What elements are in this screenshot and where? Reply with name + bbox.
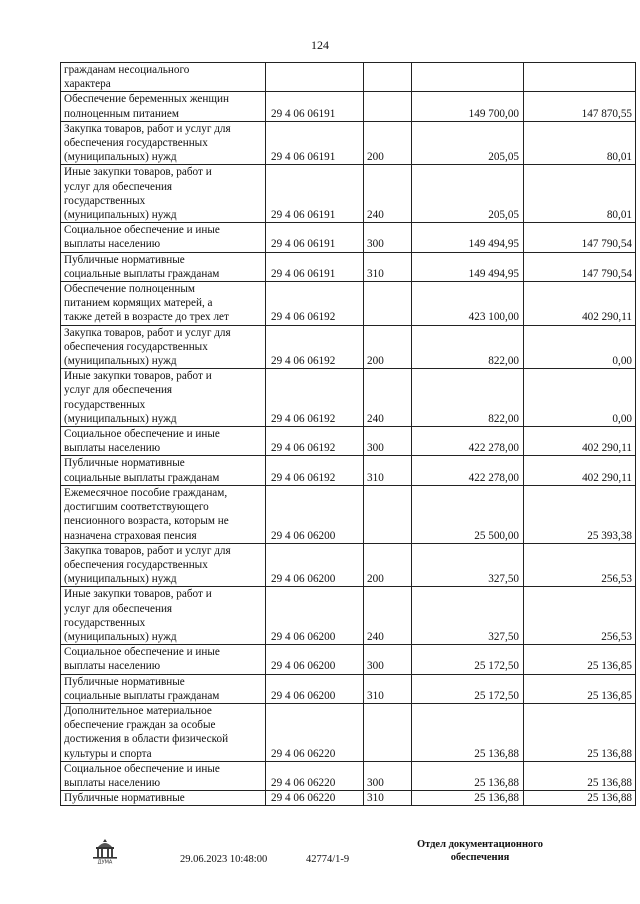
table-row bbox=[61, 703, 636, 761]
cell-expense-name bbox=[61, 791, 266, 806]
expense-name-line: государственных bbox=[64, 194, 146, 207]
expense-name-line: Ежемесячное пособие гражданам, bbox=[64, 486, 228, 499]
footer-department bbox=[400, 838, 560, 864]
cell-executed-amount: 402 290,11 bbox=[524, 282, 636, 326]
cell-expense-name bbox=[61, 121, 266, 165]
cell-target-code: 29 4 06 06200 bbox=[266, 674, 364, 703]
cell-expense-name bbox=[61, 92, 266, 121]
table-row bbox=[61, 252, 636, 281]
cell-planned-amount: 25 136,88 bbox=[412, 761, 524, 790]
cell-planned-amount: 422 278,00 bbox=[412, 427, 524, 456]
expense-name-line: услуг для обеспечения bbox=[64, 602, 173, 615]
expense-name-line: характера bbox=[64, 78, 111, 91]
cell-planned-amount: 149 494,95 bbox=[412, 252, 524, 281]
cell-expense-type: 240 bbox=[364, 165, 412, 223]
table-row bbox=[61, 791, 636, 806]
expense-name-line: Публичные нормативные bbox=[64, 792, 185, 805]
expense-name-line: Публичные нормативные bbox=[64, 457, 185, 470]
expense-name-line: государственных bbox=[64, 616, 146, 629]
cell-expense-name bbox=[61, 369, 266, 427]
cell-expense-type bbox=[364, 703, 412, 761]
table-row bbox=[61, 427, 636, 456]
table-row bbox=[61, 223, 636, 252]
duma-seal-icon bbox=[90, 838, 120, 864]
cell-expense-type bbox=[364, 282, 412, 326]
cell-executed-amount: 25 393,38 bbox=[524, 485, 636, 543]
expense-name-line: питанием кормящих матерей, а bbox=[64, 297, 213, 310]
table-row bbox=[61, 485, 636, 543]
cell-target-code: 29 4 06 06192 bbox=[266, 427, 364, 456]
cell-expense-name bbox=[61, 761, 266, 790]
cell-expense-name bbox=[61, 223, 266, 252]
cell-planned-amount: 25 136,88 bbox=[412, 791, 524, 806]
cell-executed-amount: 0,00 bbox=[524, 369, 636, 427]
cell-expense-name bbox=[61, 543, 266, 587]
cell-executed-amount: 402 290,11 bbox=[524, 427, 636, 456]
cell-expense-type: 310 bbox=[364, 252, 412, 281]
cell-planned-amount: 25 172,50 bbox=[412, 674, 524, 703]
expense-name-line: Публичные нормативные bbox=[64, 675, 185, 688]
svg-text:ДУМА: ДУМА bbox=[97, 859, 113, 864]
expense-name-line: (муниципальных) нужд bbox=[64, 412, 177, 425]
expense-name-line: достигшим соответствующего bbox=[64, 501, 209, 514]
footer-document-number: 42774/1-9 bbox=[306, 854, 350, 865]
expense-name-line: (муниципальных) нужд bbox=[64, 355, 177, 368]
expense-name-line: услуг для обеспечения bbox=[64, 180, 173, 193]
cell-expense-type: 200 bbox=[364, 325, 412, 369]
cell-executed-amount: 80,01 bbox=[524, 165, 636, 223]
expense-name-line: обеспечение граждан за особые bbox=[64, 719, 216, 732]
cell-executed-amount: 147 790,54 bbox=[524, 223, 636, 252]
table-row bbox=[61, 165, 636, 223]
table-row bbox=[61, 92, 636, 121]
cell-expense-name bbox=[61, 485, 266, 543]
cell-target-code: 29 4 06 06191 bbox=[266, 223, 364, 252]
footer-department-line-1: Отдел документационного bbox=[416, 839, 544, 850]
cell-target-code: 29 4 06 06220 bbox=[266, 703, 364, 761]
cell-expense-type: 240 bbox=[364, 587, 412, 645]
cell-planned-amount: 205,05 bbox=[412, 165, 524, 223]
cell-expense-type: 200 bbox=[364, 543, 412, 587]
cell-expense-type: 310 bbox=[364, 674, 412, 703]
cell-executed-amount: 256,53 bbox=[524, 587, 636, 645]
expense-name-line: Социальное обеспечение и иные bbox=[64, 646, 220, 659]
cell-expense-name bbox=[61, 645, 266, 674]
page-number: 124 bbox=[311, 38, 329, 52]
cell-planned-amount: 422 278,00 bbox=[412, 456, 524, 485]
cell-executed-amount bbox=[524, 63, 636, 92]
expense-name-line: обеспечения государственных bbox=[64, 340, 208, 353]
cell-target-code: 29 4 06 06220 bbox=[266, 791, 364, 806]
cell-executed-amount: 147 870,55 bbox=[524, 92, 636, 121]
cell-expense-name bbox=[61, 63, 266, 92]
cell-target-code: 29 4 06 06191 bbox=[266, 92, 364, 121]
cell-executed-amount: 25 136,88 bbox=[524, 761, 636, 790]
expense-name-line: (муниципальных) нужд bbox=[64, 630, 177, 643]
table-row bbox=[61, 282, 636, 326]
expense-name-line: выплаты населению bbox=[64, 776, 161, 789]
expense-name-line: государственных bbox=[64, 398, 146, 411]
table-row bbox=[61, 369, 636, 427]
expense-name-line: услуг для обеспечения bbox=[64, 384, 173, 397]
expense-name-line: обеспечения государственных bbox=[64, 137, 208, 150]
cell-executed-amount: 25 136,88 bbox=[524, 703, 636, 761]
expense-name-line: Закупка товаров, работ и услуг для bbox=[64, 122, 231, 135]
cell-target-code: 29 4 06 06191 bbox=[266, 165, 364, 223]
cell-planned-amount: 327,50 bbox=[412, 543, 524, 587]
cell-target-code bbox=[266, 63, 364, 92]
cell-expense-type: 300 bbox=[364, 427, 412, 456]
cell-executed-amount: 25 136,85 bbox=[524, 645, 636, 674]
cell-expense-name bbox=[61, 165, 266, 223]
expense-name-line: обеспечения государственных bbox=[64, 558, 208, 571]
cell-target-code: 29 4 06 06200 bbox=[266, 645, 364, 674]
cell-expense-name bbox=[61, 456, 266, 485]
expense-name-line: социальные выплаты гражданам bbox=[64, 689, 220, 702]
expense-name-line: выплаты населению bbox=[64, 238, 161, 251]
footer-datetime: 29.06.2023 10:48:00 bbox=[180, 854, 268, 865]
cell-planned-amount: 822,00 bbox=[412, 325, 524, 369]
table-row bbox=[61, 121, 636, 165]
cell-expense-type: 300 bbox=[364, 645, 412, 674]
cell-expense-name bbox=[61, 674, 266, 703]
expense-name-line: (муниципальных) нужд bbox=[64, 573, 177, 586]
expense-name-line: Социальное обеспечение и иные bbox=[64, 224, 220, 237]
cell-target-code: 29 4 06 06192 bbox=[266, 369, 364, 427]
table-row bbox=[61, 674, 636, 703]
expense-name-line: социальные выплаты гражданам bbox=[64, 471, 220, 484]
cell-expense-type bbox=[364, 92, 412, 121]
footer bbox=[0, 834, 640, 894]
cell-target-code: 29 4 06 06192 bbox=[266, 282, 364, 326]
expense-name-line: Иные закупки товаров, работ и bbox=[64, 166, 212, 179]
cell-expense-name bbox=[61, 325, 266, 369]
expense-name-line: Закупка товаров, работ и услуг для bbox=[64, 326, 231, 339]
cell-executed-amount: 402 290,11 bbox=[524, 456, 636, 485]
expense-name-line: социальные выплаты гражданам bbox=[64, 267, 220, 280]
cell-expense-name bbox=[61, 587, 266, 645]
cell-expense-type: 200 bbox=[364, 121, 412, 165]
expense-name-line: Закупка товаров, работ и услуг для bbox=[64, 544, 231, 557]
expense-name-line: Обеспечение полноценным bbox=[64, 283, 195, 296]
cell-planned-amount: 423 100,00 bbox=[412, 282, 524, 326]
cell-target-code: 29 4 06 06200 bbox=[266, 543, 364, 587]
cell-executed-amount: 0,00 bbox=[524, 325, 636, 369]
footer-department-line-2: обеспечения bbox=[450, 852, 510, 863]
cell-expense-name bbox=[61, 703, 266, 761]
expense-name-line: Публичные нормативные bbox=[64, 253, 185, 266]
cell-executed-amount: 25 136,85 bbox=[524, 674, 636, 703]
cell-planned-amount bbox=[412, 63, 524, 92]
cell-expense-name bbox=[61, 252, 266, 281]
cell-planned-amount: 25 172,50 bbox=[412, 645, 524, 674]
expense-name-line: достижения в области физической bbox=[64, 733, 229, 746]
cell-target-code: 29 4 06 06200 bbox=[266, 587, 364, 645]
expense-name-line: культуры и спорта bbox=[64, 747, 152, 760]
expense-name-line: выплаты населению bbox=[64, 660, 161, 673]
cell-planned-amount: 25 136,88 bbox=[412, 703, 524, 761]
expense-name-line: Иные закупки товаров, работ и bbox=[64, 370, 212, 383]
table-row bbox=[61, 587, 636, 645]
table-row bbox=[61, 761, 636, 790]
table-row bbox=[61, 456, 636, 485]
expense-name-line: выплаты населению bbox=[64, 442, 161, 455]
cell-planned-amount: 205,05 bbox=[412, 121, 524, 165]
cell-planned-amount: 149 494,95 bbox=[412, 223, 524, 252]
table-body bbox=[61, 63, 636, 806]
cell-planned-amount: 149 700,00 bbox=[412, 92, 524, 121]
cell-expense-type: 300 bbox=[364, 761, 412, 790]
cell-target-code: 29 4 06 06200 bbox=[266, 485, 364, 543]
expense-name-line: гражданам несоциального bbox=[64, 64, 190, 76]
expense-name-line: полноценным питанием bbox=[64, 107, 179, 120]
expense-name-line: Обеспечение беременных женщин bbox=[64, 93, 229, 106]
expense-name-line: Социальное обеспечение и иные bbox=[64, 762, 220, 775]
cell-executed-amount: 256,53 bbox=[524, 543, 636, 587]
cell-planned-amount: 822,00 bbox=[412, 369, 524, 427]
expense-name-line: Дополнительное материальное bbox=[64, 704, 212, 717]
table-row bbox=[61, 645, 636, 674]
table-row bbox=[61, 63, 636, 92]
cell-executed-amount: 147 790,54 bbox=[524, 252, 636, 281]
table-row bbox=[61, 543, 636, 587]
cell-expense-type: 310 bbox=[364, 456, 412, 485]
cell-expense-type bbox=[364, 63, 412, 92]
cell-target-code: 29 4 06 06192 bbox=[266, 325, 364, 369]
table-row bbox=[61, 325, 636, 369]
cell-planned-amount: 25 500,00 bbox=[412, 485, 524, 543]
cell-expense-type: 240 bbox=[364, 369, 412, 427]
budget-table bbox=[60, 62, 636, 806]
cell-expense-type: 300 bbox=[364, 223, 412, 252]
cell-expense-type: 310 bbox=[364, 791, 412, 806]
cell-target-code: 29 4 06 06191 bbox=[266, 121, 364, 165]
expense-name-line: назначена страховая пенсия bbox=[64, 529, 197, 542]
cell-expense-name bbox=[61, 427, 266, 456]
cell-executed-amount: 25 136,88 bbox=[524, 791, 636, 806]
cell-expense-type bbox=[364, 485, 412, 543]
cell-planned-amount: 327,50 bbox=[412, 587, 524, 645]
cell-executed-amount: 80,01 bbox=[524, 121, 636, 165]
expense-name-line: также детей в возрасте до трех лет bbox=[64, 311, 229, 324]
expense-name-line: Социальное обеспечение и иные bbox=[64, 428, 220, 441]
expense-name-line: пенсионного возраста, которым не bbox=[64, 515, 229, 528]
cell-target-code: 29 4 06 06220 bbox=[266, 761, 364, 790]
cell-target-code: 29 4 06 06192 bbox=[266, 456, 364, 485]
expense-name-line: (муниципальных) нужд bbox=[64, 151, 177, 164]
expense-name-line: (муниципальных) нужд bbox=[64, 209, 177, 222]
expense-name-line: Иные закупки товаров, работ и bbox=[64, 588, 212, 601]
cell-expense-name bbox=[61, 282, 266, 326]
cell-target-code: 29 4 06 06191 bbox=[266, 252, 364, 281]
